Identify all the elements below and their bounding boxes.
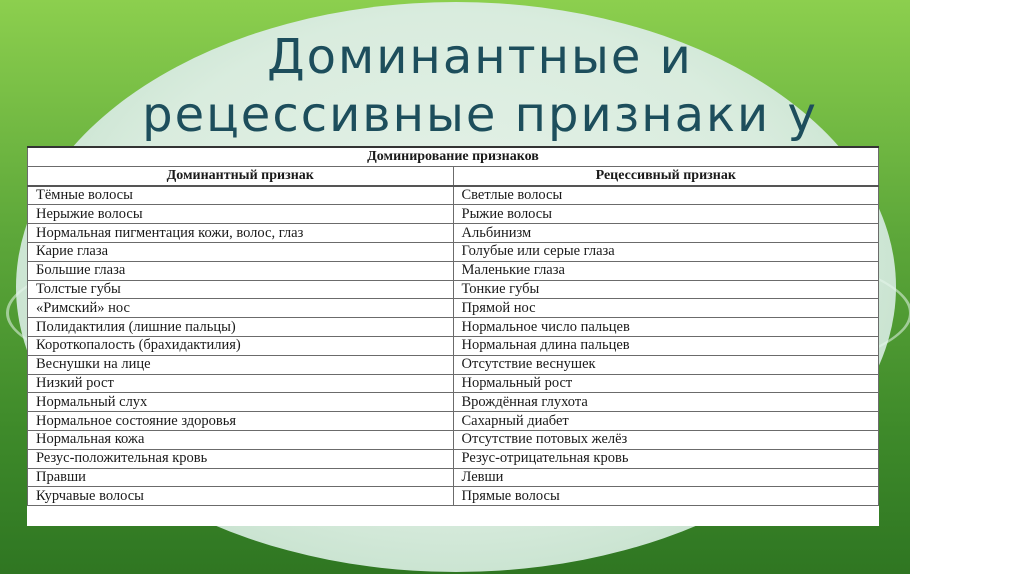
dominant-trait-cell: Карие глаза [28, 242, 454, 261]
recessive-trait-cell: Отсутствие потовых желёз [453, 430, 879, 449]
table-row [28, 242, 879, 261]
recessive-trait-cell: Отсутствие веснушек [453, 355, 879, 374]
dominant-trait-cell: Тёмные волосы [28, 186, 454, 205]
table-row [28, 280, 879, 299]
recessive-trait-cell: Прямые волосы [453, 487, 879, 506]
recessive-trait-cell: Маленькие глаза [453, 261, 879, 280]
dominant-trait-cell: Нерыжие волосы [28, 205, 454, 224]
table-row [28, 449, 879, 468]
dominant-trait-cell: Низкий рост [28, 374, 454, 393]
table-row [28, 299, 879, 318]
recessive-trait-cell: Резус-отрицательная кровь [453, 449, 879, 468]
table-header-row [28, 166, 879, 185]
table-row [28, 336, 879, 355]
table-row [28, 412, 879, 431]
title-line-1: Доминантные и [267, 29, 693, 85]
table-row [28, 430, 879, 449]
recessive-trait-cell: Нормальный рост [453, 374, 879, 393]
recessive-trait-cell: Врождённая глухота [453, 393, 879, 412]
recessive-trait-cell: Нормальное число пальцев [453, 318, 879, 337]
recessive-trait-cell: Альбинизм [453, 224, 879, 243]
right-margin [910, 0, 1024, 574]
dominant-trait-cell: Толстые губы [28, 280, 454, 299]
dominant-trait-cell: Веснушки на лице [28, 355, 454, 374]
recessive-trait-cell: Левши [453, 468, 879, 487]
table-row [28, 393, 879, 412]
table-caption-row [28, 147, 879, 166]
dominant-trait-cell: Большие глаза [28, 261, 454, 280]
dominant-trait-cell: Правши [28, 468, 454, 487]
recessive-trait-cell: Тонкие губы [453, 280, 879, 299]
column-header-dominant: Доминантный признак [28, 166, 454, 185]
table-row [28, 205, 879, 224]
dominant-trait-cell: Нормальная пигментация кожи, волос, глаз [28, 224, 454, 243]
slide-title [60, 28, 900, 146]
dominant-trait-cell: «Римский» нос [28, 299, 454, 318]
column-header-recessive: Рецессивный признак [453, 166, 879, 185]
table-row [28, 261, 879, 280]
table-caption: Доминирование признаков [28, 147, 879, 166]
title-line-2: рецессивные признаки у [142, 87, 818, 143]
table-row [28, 318, 879, 337]
traits-table-container [27, 146, 879, 526]
recessive-trait-cell: Светлые волосы [453, 186, 879, 205]
recessive-trait-cell: Голубые или серые глаза [453, 242, 879, 261]
recessive-trait-cell: Сахарный диабет [453, 412, 879, 431]
recessive-trait-cell: Рыжие волосы [453, 205, 879, 224]
table-body [28, 186, 879, 506]
table-row [28, 355, 879, 374]
traits-table [27, 146, 879, 506]
table-row [28, 468, 879, 487]
dominant-trait-cell: Полидактилия (лишние пальцы) [28, 318, 454, 337]
recessive-trait-cell: Прямой нос [453, 299, 879, 318]
table-row [28, 487, 879, 506]
dominant-trait-cell: Нормальное состояние здоровья [28, 412, 454, 431]
dominant-trait-cell: Курчавые волосы [28, 487, 454, 506]
recessive-trait-cell: Нормальная длина пальцев [453, 336, 879, 355]
table-row [28, 186, 879, 205]
dominant-trait-cell: Короткопалость (брахидактилия) [28, 336, 454, 355]
dominant-trait-cell: Резус-положительная кровь [28, 449, 454, 468]
table-row [28, 374, 879, 393]
table-row [28, 224, 879, 243]
dominant-trait-cell: Нормальный слух [28, 393, 454, 412]
dominant-trait-cell: Нормальная кожа [28, 430, 454, 449]
